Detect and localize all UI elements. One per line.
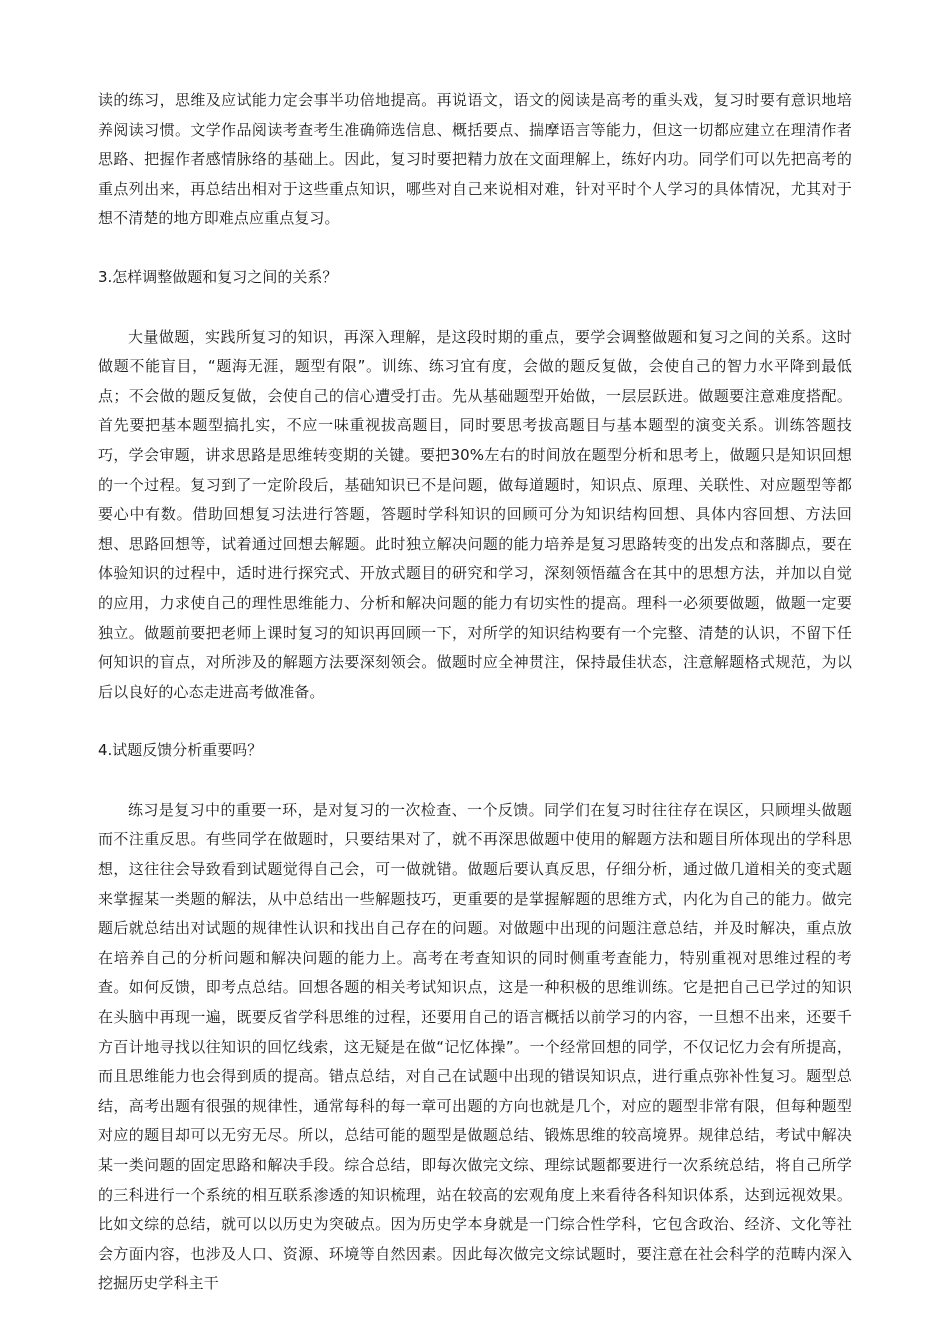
paragraph-spacer bbox=[98, 707, 852, 736]
document-page bbox=[98, 86, 852, 1299]
paragraph-spacer bbox=[98, 293, 852, 323]
paragraph-spacer bbox=[98, 766, 852, 796]
intro-paragraph: 读的练习，思维及应试能力定会事半功倍地提高。再说语文，语文的阅读是高考的重头戏，复习时要有意识地培养阅读习惯。文学作品阅读考查考生准确筛选信息、概括要点、揣摩语言等能力，但这一切都应建立在理清作者思路、把握作者感情脉络的基础上。因此，复习时要把精力放在文面理解上，练好内功。同学们可以先把高考的重点列出来，再总结出相对于这些重点知识，哪些对自己来说相对难，针对平时个人学习的具体情况，尤其对于想不清楚的地方即难点应重点复习。 bbox=[98, 91, 852, 228]
section-heading-3: 3.怎样调整做题和复习之间的关系？ bbox=[98, 267, 338, 286]
paragraph-spacer bbox=[98, 234, 852, 263]
section-body-3: 大量做题，实践所复习的知识，再深入理解，是这段时期的重点，要学会调整做题和复习之间的关系。这时做题不能盲目，“题海无涯，题型有限”。训练、练习宜有度，会做的题反复做，会使自己的智力水平降到最低点；不会做的题反复做，会使自己的信心遭受打击。先从基础题型开始做，一层层跃进。做题要注意难度搭配。首先要把基本题型搞扎实，不应一味重视拔高题目，同时要思考拔高题目与基本题型的演变关系。训练答题技巧，学会审题，讲求思路是思维转变期的关键。要把30%左右的时间放在题型分析和思考上，做题只是知识回想的一个过程。复习到了一定阶段后，基础知识已不是问题，做每道题时，知识点、原理、关联性、对应题型等都要心中有数。借助回想复习法进行答题，答题时学科知识的回顾可分为知识结构回想、具体内容回想、方法回想、思路回想等，试着通过回想去解题。此时独立解决问题的能力培养是复习思路转变的出发点和落脚点，要在体验知识的过程中，适时进行探究式、开放式题目的研究和学习，深刻领悟蕴含在其中的思想方法，并加以自觉的应用，力求使自己的理性思维能力、分析和解决问题的能力有切实性的提高。理科一必须要做题，做题一定要独立。做题前要把老师上课时复习的知识再回顾一下，对所学的知识结构要有一个完整、清楚的认识，不留下任何知识的盲点，对所涉及的解题方法要深刻领会。做题时应全神贯注，保持最佳状态，注意解题格式规范，为以后以良好的心态走进高考做准备。 bbox=[98, 327, 852, 701]
section-heading-4: 4.试题反馈分析重要吗？ bbox=[98, 741, 263, 760]
section-body-4: 练习是复习中的重要一环，是对复习的一次检查、一个反馈。同学们在复习时往往存在误区，只顾埋头做题而不注重反思。有些同学在做题时，只要结果对了，就不再深思做题中使用的解题方法和题目所体现出的学科思想，这往往会导致看到试题觉得自己会，可一做就错。做题后要认真反思，仔细分析，通过做几道相关的变式题来掌握某一类题的解法，从中总结出一些解题技巧，更重要的是掌握解题的思维方式，内化为自己的能力。做完题后就总结出对试题的规律性认识和找出自己存在的问题。对做题中出现的问题注意总结，并及时解决，重点放在培养自己的分析问题和解决问题的能力上。高考在考查知识的同时侧重考查能力，特别重视对思维过程的考查。如何反馈，即考点总结。回想各题的相关考试知识点，这是一种积极的思维训练。它是把自己已学过的知识在头脑中再现一遍，既要反省学科思维的过程，还要用自己的语言概括以前学习的内容，一旦想不出来，还要千方百计地寻找以往知识的回忆线索，这无疑是在做“记忆体操”。一个经常回想的同学，不仅记忆力会有所提高，而且思维能力也会得到质的提高。错点总结，对自己在试题中出现的错误知识点，进行重点弥补性复习。题型总结，高考出题有很强的规律性，通常每科的每一章可出题的方向也就是几个，对应的题型非常有限，但每种题型对应的题目却可以无穷无尽。所以，总结可能的题型是做题总结、锻炼思维的较高境界。规律总结，考试中解决某一类问题的固定思路和解决手段。综合总结，即每次做完文综、理综试题都要进行一次系统总结，将自己所学的三科进行一个系统的相互联系渗透的知识梳理，站在较高的宏观角度上来看待各科知识体系，达到远视效果。比如文综的总结，就可以以历史为突破点。因为历史学本身就是一门综合性学科，它包含政治、经济、文化等社会方面内容，也涉及人口、资源、环境等自然因素。因此每次做完文综试题时，要注意在社会科学的范畴内深入挖掘历史学科主干 bbox=[98, 800, 852, 1293]
